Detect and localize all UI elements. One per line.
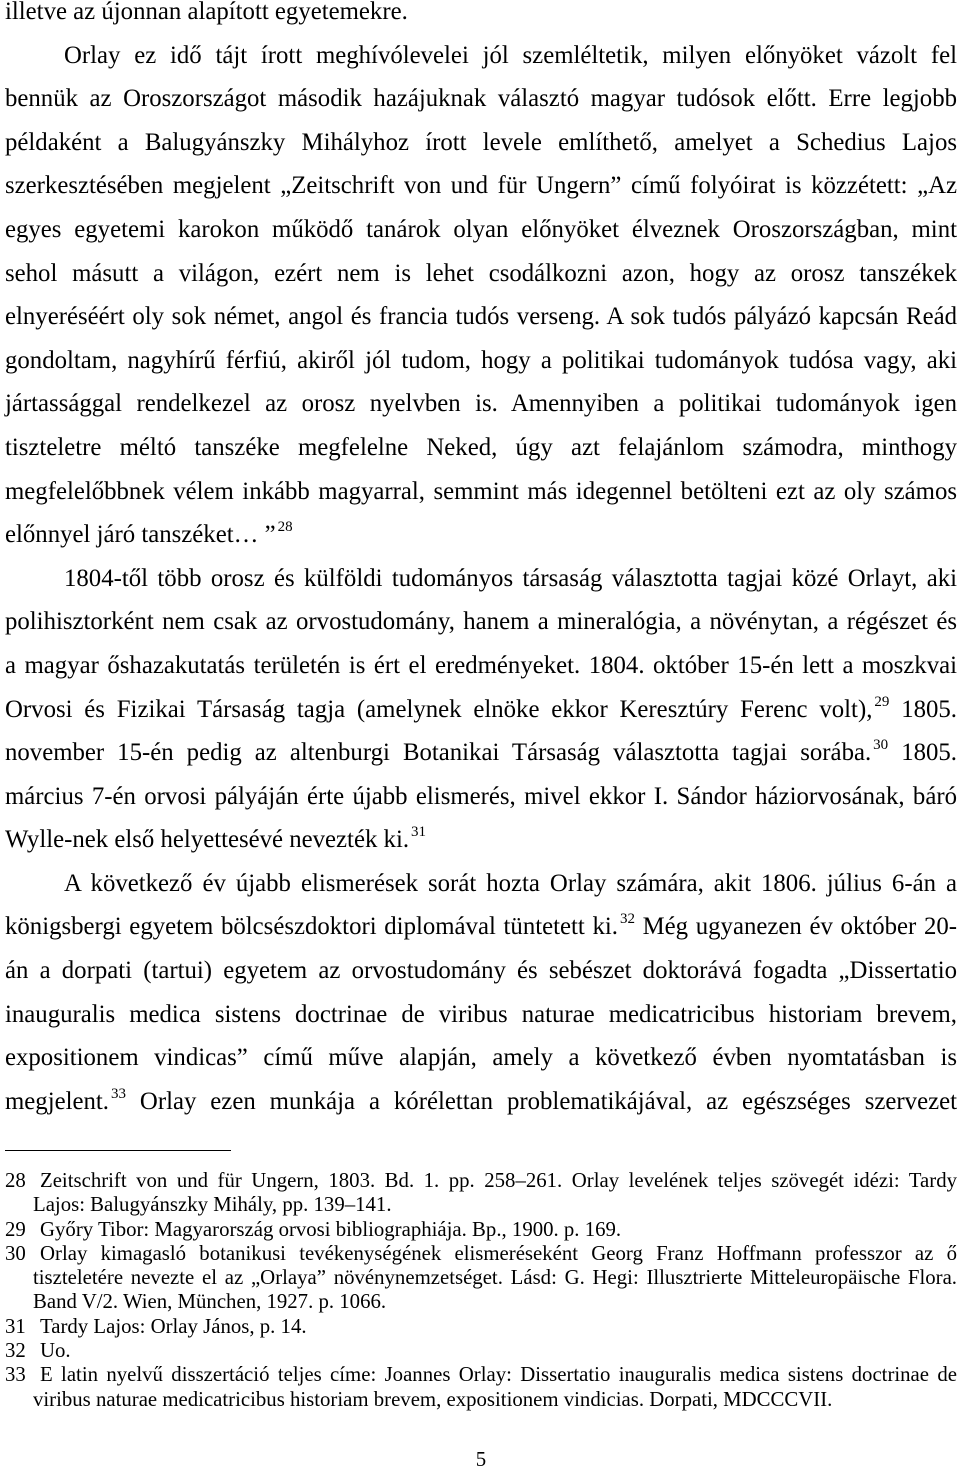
text-line: illetve az újonnan alapított egyetemekre. [5,0,408,25]
footnote-line: viribus naturae medicatricibus historiam brevem, expositionem vindicias. Dorpati, MDCCCVII. [33,1387,833,1411]
footnote-line: E latin nyelvű disszertáció teljes címe: Joannes Orlay: Dissertatio inauguralis medica sistens doctrinae de [40,1363,957,1387]
text-line [5,1080,957,1124]
text-line [5,818,957,862]
footnotes [5,1169,957,1412]
footnote-line: Tardy Lajos: Orlay János, p. 14. [40,1314,307,1338]
text-segment: Még ugyanezen év október 20- [634,913,958,941]
text-segment: 1805. [888,739,957,767]
text-line: március 7-én orvosi pályáján érte újabb elismerés, mivel ekkor I. Sándor háziorvosának, báró [5,782,957,810]
paragraph [5,557,957,862]
footnote-line: Orlay kimagasló botanikusi tevékenységének elismeréseként Georg Franz Hoffmann professzor az ő [40,1241,957,1265]
footnote-reference: 29 [874,693,890,710]
footnote-line: Lajos: Balugyánszky Mihály, pp. 139–141. [33,1193,392,1217]
text-segment: előnnyel járó tanszéket… ” [5,521,276,549]
footnote-reference: 28 [277,519,293,536]
text-line: jártassággal rendelkezel az orosz nyelvben is. Amennyiben a politikai tudományok igen [5,390,957,418]
text-segment: megjelent. [5,1087,109,1115]
text-line: a magyar őshazakutatás területén is ért el eredményeket. 1804. október 15-én lett a moszkvai [5,651,957,679]
footnote [5,1169,957,1218]
footnote [5,1218,957,1242]
text-line: inauguralis medica sistens doctrinae de viribus naturae medicatricibus historiam brevem, [5,1000,957,1028]
text-line: Orlay ez idő tájt írott meghívólevelei jól szemléltetik, milyen előnyöket vázolt fel [64,41,957,69]
text-segment: november 15-én pedig az altenburgi Botanikai Társaság választotta tagjai sorába. [5,739,872,767]
text-segment: königsbergi egyetem bölcsészdoktori diplomával tüntetett ki. [5,913,618,941]
text-line: gondoltam, nagyhírű férfiú, akiről jól tudom, hogy a politikai tudományok tudósa vagy, aki [5,346,957,374]
footnote-number: 32 [5,1339,26,1363]
footnote [5,1363,957,1412]
footnote-line: tiszteletére nevezte el az „Orlaya” növénynemzetséget. Lásd: G. Hegi: Illusztrierte Mitteleuropäische Flora. [33,1266,957,1290]
footnote-reference: 32 [619,911,635,928]
text-line: bennük az Oroszországot második hazájuknak választó magyar tudósok előtt. Erre legjobb [5,85,957,113]
text-line: szerkesztésében megjelent „Zeitschrift von und für Ungern” című folyóirat is közzétett: „Az [5,172,957,200]
text-segment: Wylle-nek első helyettesévé nevezték ki. [5,826,410,854]
text-line [5,731,957,775]
text-line: elnyeréséért oly sok német, angol és francia tudós verseng. A sok tudós pályázó kapcsán Reád [5,303,957,331]
footnote-line: Zeitschrift von und für Ungern, 1803. Bd. 1. pp. 258–261. Orlay levelének teljes szövegét idézi: Tardy [40,1169,957,1192]
footnote-separator [5,1150,231,1151]
footnote-reference: 30 [873,737,889,754]
footnote-line: Uo. [40,1339,71,1363]
footnote-reference: 31 [411,824,427,841]
page-number: 5 [475,1448,487,1470]
main-text [5,0,957,1123]
text-line: 1804-től több orosz és külföldi tudományos társaság választotta tagjai közé Orlayt, aki [64,564,957,592]
text-line: expositionem vindicas” című műve alapján, amely a következő évben nyomtatásban is [5,1044,957,1072]
text-segment: Orlay ezen munkája a kórélettan problematikájával, az egészséges szervezet [125,1087,957,1115]
text-line: egyes egyetemi karokon működő tanárok olyan előnyöket élveznek Oroszországban, mint [5,215,957,243]
footnote-number: 28 [5,1169,26,1192]
paragraph [5,862,957,1124]
footnote-number: 33 [5,1363,26,1387]
footnote-number: 29 [5,1217,26,1241]
text-line: A következő év újabb elismerések sorát hozta Orlay számára, akit 1806. július 6-án a [64,869,957,897]
text-line [5,513,957,557]
text-segment: 1805. [889,695,958,723]
text-line: polihisztorként nem csak az orvostudomány, hanem a mineralógia, a növénytan, a régészet és [5,608,957,636]
text-line [5,688,957,732]
footnote-number: 31 [5,1314,26,1338]
text-line: sehol másutt a világon, ezért nem is lehet csodálkozni azon, hogy az orosz tanszékek [5,259,957,287]
text-line [5,905,957,949]
footnote-reference: 33 [110,1085,126,1102]
paragraph [5,34,957,557]
paragraph [5,0,957,34]
footnote-line: Győry Tibor: Magyarország orvosi bibliographiája. Bp., 1900. p. 169. [40,1217,622,1241]
footnote [5,1315,957,1339]
footnote [5,1339,957,1363]
footnote-line: Band V/2. Wien, München, 1927. p. 1066. [33,1290,387,1314]
text-line: tiszteletre méltó tanszéke megfelelne Neked, úgy azt felajánlom számodra, minthogy [5,433,957,461]
text-line: példaként a Balugyánszky Mihályhoz írott levele említhető, amelyet a Schedius Lajos [5,128,957,156]
text-line: megfelelőbbnek vélem inkább magyarral, semmint más idegennel betölteni ezt az oly számos [5,477,957,505]
text-line: án a dorpati (tartui) egyetem az orvostudomány és sebészet doktorává fogadta „Dissertatio [5,957,957,985]
text-segment: Orvosi és Fizikai Társaság tagja (amelynek elnöke ekkor Keresztúry Ferenc volt), [5,695,873,723]
footnote-number: 30 [5,1241,26,1265]
footnote [5,1242,957,1315]
